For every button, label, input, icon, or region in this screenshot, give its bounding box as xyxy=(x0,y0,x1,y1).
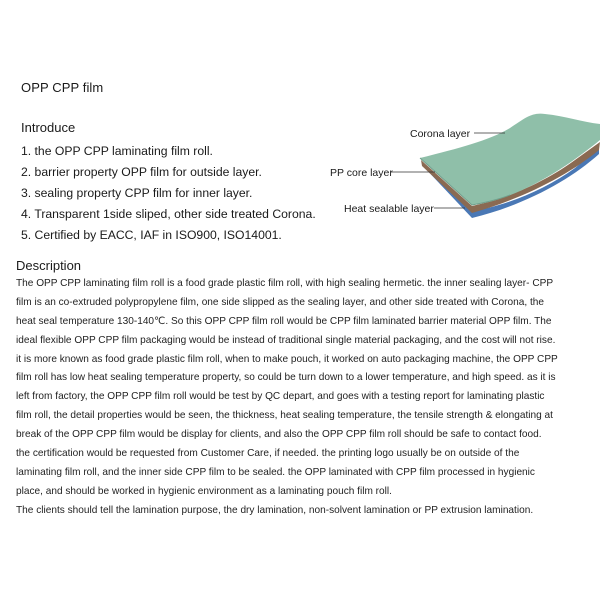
introduce-item: 5. Certified by EACC, IAF in ISO900, ISO14001. xyxy=(21,228,282,242)
introduce-heading: Introduce xyxy=(21,120,76,135)
description-line: film is an co-extruded polypropylene film, one side slipped as the sealing layer, and other side treated with Corona, the xyxy=(16,296,544,308)
description-heading: Description xyxy=(16,258,82,273)
heat-sealable-layer-label: Heat sealable layer xyxy=(344,203,434,215)
description-line: heat seal temperature 130-140℃. So this OPP CPP film roll would be CPP film laminated barrier material OPP film. The xyxy=(16,315,552,327)
description-body xyxy=(16,275,596,521)
pp-core-layer-label: PP core layer xyxy=(330,167,393,179)
description-line: the certification would be requested from Customer Care, if needed. the printing logo usually be on outside of the xyxy=(16,448,520,460)
film-layer-diagram xyxy=(320,110,600,230)
description-line: film roll, the detail properties would be seen, the thickness, heat sealing temperature, the tensile strength & elongating at xyxy=(16,410,553,422)
description-line: ideal flexible OPP CPP film packaging would be instead of traditional single material packaging, and the cost will not rise. xyxy=(16,334,556,346)
introduce-item: 3. sealing property CPP film for inner layer. xyxy=(21,186,253,200)
description-line: left from factory, the OPP CPP film roll would be test by QC depart, and goes with a testing report for laminating plastic xyxy=(16,391,545,403)
description-line: The OPP CPP laminating film roll is a food grade plastic film roll, with high sealing hermetic. the inner sealing layer- CPP xyxy=(16,278,554,289)
description-line: it is more known as food grade plastic film roll, when to make pouch, it worked on auto packaging machine, the OPP CPP xyxy=(16,353,558,365)
introduce-item: 1. the OPP CPP laminating film roll. xyxy=(21,144,213,158)
introduce-list xyxy=(21,141,316,246)
introduce-item: 4. Transparent 1side sliped, other side treated Corona. xyxy=(21,207,316,221)
description-line: The clients should tell the lamination purpose, the dry lamination, non-solvent lamination or PP extrusion lamination. xyxy=(16,504,534,516)
description-line: laminating film roll, and the inner side CPP film to be sealed. the OPP laminated with CPP film processed in hygienic xyxy=(16,466,535,478)
description-line: film roll has low heat sealing temperature property, so could be turn down to a lower temperature, and high speed. as it is xyxy=(16,372,556,384)
introduce-item: 2. barrier property OPP film for outside layer. xyxy=(21,165,262,179)
description-line: place, and should be worked in hygienic environment as a laminating pouch film roll. xyxy=(16,485,392,497)
page-title: OPP CPP film xyxy=(21,80,104,95)
description-line: break of the OPP CPP film would be display for clients, and also the OPP CPP film roll should be safe to contact food. xyxy=(16,429,542,441)
corona-layer-label: Corona layer xyxy=(410,128,471,140)
